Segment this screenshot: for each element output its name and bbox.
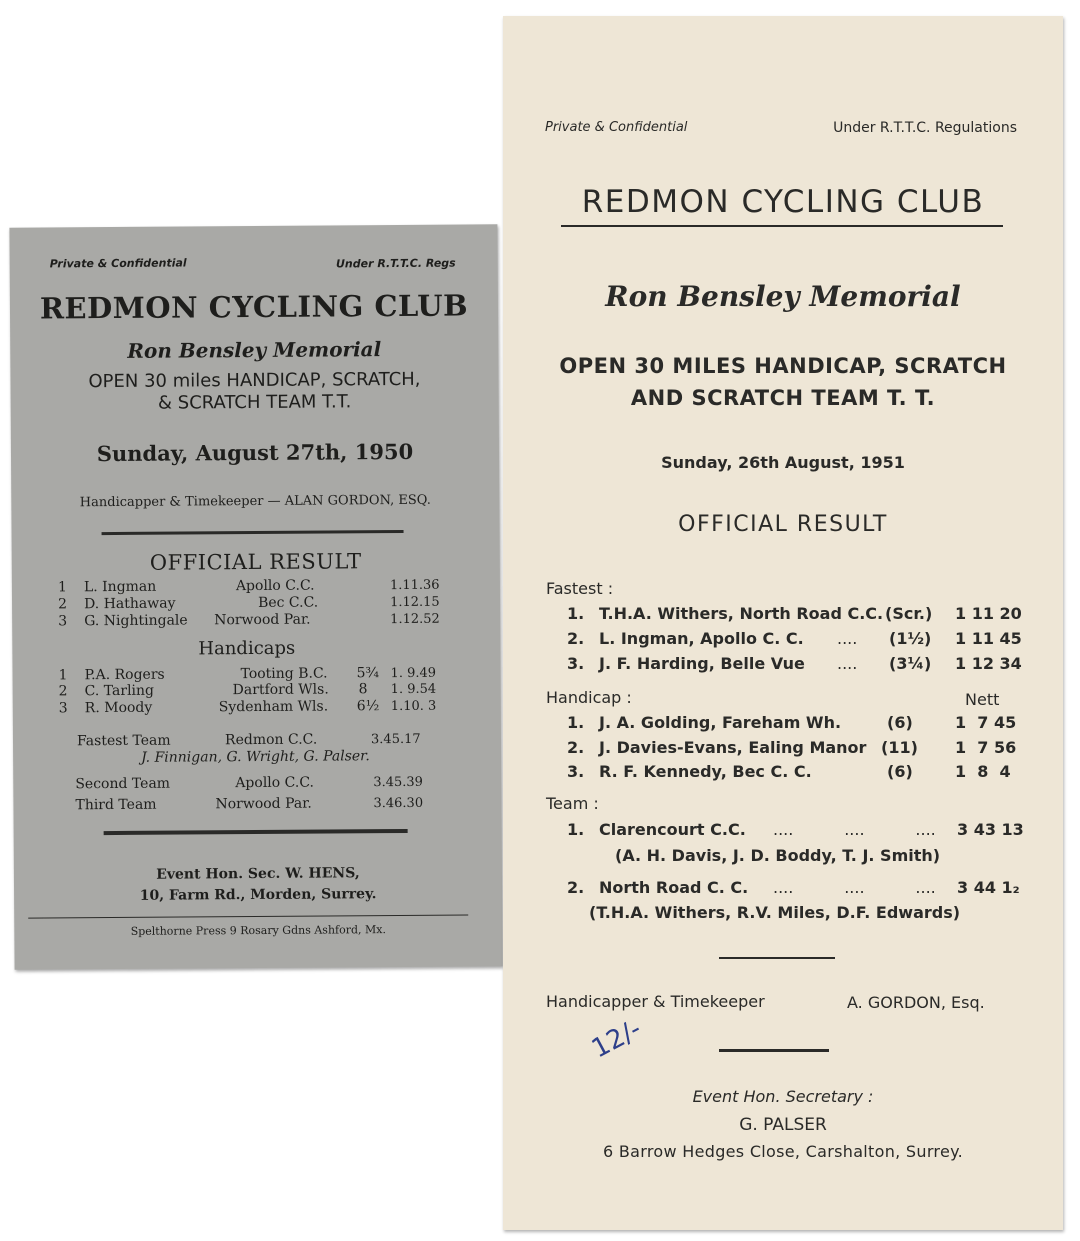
handicapper-name: A. GORDON, Esq. bbox=[847, 993, 985, 1012]
list-item: 2 bbox=[58, 683, 68, 700]
rider-time: 1. 9.54 bbox=[390, 681, 437, 698]
team-members: (T.H.A. Withers, R.V. Miles, D.F. Edwards) bbox=[589, 903, 961, 922]
secretary-address: 6 Barrow Hedges Close, Carshalton, Surrey. bbox=[603, 1142, 963, 1161]
list-item: 2. bbox=[567, 738, 585, 757]
rider-handicap: 6½ bbox=[356, 698, 380, 715]
rider-club: Sydenham Wls. bbox=[218, 698, 329, 716]
rider-handicap: (6) bbox=[887, 762, 913, 781]
list-item: 3. bbox=[567, 654, 585, 673]
leader-dots: .... .... .... bbox=[773, 878, 936, 897]
rider-name: L. Ingman bbox=[83, 578, 157, 596]
list-item: 2. bbox=[567, 629, 585, 648]
handwritten-price: 12/- bbox=[587, 1013, 647, 1065]
event-line-2: AND SCRATCH TEAM T. T. bbox=[630, 386, 936, 410]
team-time: 3.46.30 bbox=[373, 795, 424, 812]
team-club: Redmon C.C. bbox=[224, 731, 318, 749]
handicapper-line: Handicapper & Timekeeper — ALAN GORDON, ESQ. bbox=[79, 492, 431, 511]
rider-time: 1 8 4 bbox=[955, 762, 1011, 781]
secretary-line-2: 10, Farm Rd., Morden, Surrey. bbox=[139, 886, 377, 904]
divider bbox=[104, 829, 408, 835]
list-item: 1 bbox=[58, 667, 68, 684]
event-date: Sunday, 26th August, 1951 bbox=[661, 453, 905, 472]
confidential-note: Private & Confidential bbox=[545, 120, 688, 135]
list-item: 3 bbox=[58, 613, 68, 630]
rider-name: G. Nightingale bbox=[84, 612, 188, 630]
leader-dots: .... bbox=[837, 654, 858, 673]
rider-club: Norwood Par. bbox=[214, 611, 311, 629]
rider-time: 1.12.15 bbox=[389, 594, 440, 611]
handicaps-heading: Handicaps bbox=[198, 637, 296, 660]
event-date: Sunday, August 27th, 1950 bbox=[96, 438, 414, 467]
list-item: 2. bbox=[567, 878, 585, 897]
event-line-1: OPEN 30 miles HANDICAP, SCRATCH, bbox=[88, 368, 421, 393]
rules-note: Under R.T.T.C. Regulations bbox=[833, 120, 1017, 136]
handicapper-label: Handicapper & Timekeeper bbox=[546, 992, 765, 1011]
printer-line: Spelthorne Press 9 Rosary Gdns Ashford, Mx. bbox=[130, 923, 387, 938]
list-item: 1 bbox=[57, 579, 67, 596]
team-label: Second Team bbox=[75, 775, 171, 793]
rider-name: J. F. Harding, Belle Vue bbox=[599, 654, 805, 673]
list-item: 3. bbox=[567, 762, 585, 781]
team-club: Apollo C.C. bbox=[235, 774, 315, 792]
result-card-1950 bbox=[9, 224, 502, 969]
rider-time: 1.11.36 bbox=[389, 577, 440, 594]
leader-dots: .... .... .... bbox=[773, 820, 936, 839]
memorial-title: Ron Bensley Memorial bbox=[605, 280, 961, 313]
rider-handicap: 5¾ bbox=[356, 665, 380, 682]
rider-handicap: 8 bbox=[358, 681, 368, 698]
nett-heading: Nett bbox=[965, 690, 1000, 709]
rider-name: J. A. Golding, Fareham Wh. bbox=[599, 713, 842, 732]
rider-handicap: (Scr.) bbox=[885, 604, 933, 623]
list-item: 1. bbox=[567, 604, 585, 623]
team-club: Clarencourt C.C. bbox=[599, 820, 746, 839]
team-club: Norwood Par. bbox=[215, 795, 312, 813]
rider-handicap: (1½) bbox=[889, 629, 932, 648]
rider-name: C. Tarling bbox=[84, 682, 155, 700]
event-line-2: & SCRATCH TEAM T.T. bbox=[157, 391, 352, 414]
divider bbox=[719, 957, 835, 959]
rider-handicap: (3¼) bbox=[889, 654, 932, 673]
team-club: North Road C. C. bbox=[599, 878, 749, 897]
rider-time: 1. 9.49 bbox=[390, 665, 437, 682]
team-heading: Team : bbox=[546, 794, 599, 813]
rider-handicap: (11) bbox=[881, 738, 918, 757]
secretary-line-1: Event Hon. Sec. W. HENS, bbox=[156, 865, 360, 883]
rider-name: T.H.A. Withers, North Road C.C. bbox=[599, 604, 884, 623]
rider-club: Tooting B.C. bbox=[240, 665, 328, 683]
rider-club: Apollo C.C. bbox=[235, 577, 315, 595]
fastest-heading: Fastest : bbox=[546, 579, 614, 598]
rider-club: Bec C.C. bbox=[257, 594, 319, 611]
rider-name: L. Ingman, Apollo C. C. bbox=[599, 629, 804, 648]
list-item: 2 bbox=[57, 596, 68, 613]
rider-time: 1 11 45 bbox=[955, 629, 1022, 648]
secretary-label: Event Hon. Secretary : bbox=[692, 1087, 874, 1106]
team-members: J. Finnigan, G. Wright, G. Palser. bbox=[141, 748, 370, 766]
result-card-1951 bbox=[503, 16, 1063, 1230]
team-time: 3.45.17 bbox=[370, 731, 421, 748]
result-title: OFFICIAL RESULT bbox=[149, 549, 362, 575]
rules-note: Under R.T.T.C. Regs bbox=[335, 256, 456, 271]
handicap-heading: Handicap : bbox=[546, 688, 632, 707]
team-time: 3 44 1₂ bbox=[957, 878, 1020, 897]
list-item: 3 bbox=[58, 700, 68, 717]
rider-name: P.A. Rogers bbox=[84, 666, 165, 684]
divider bbox=[102, 530, 404, 535]
memorial-title: Ron Bensley Memorial bbox=[127, 337, 382, 363]
rider-time: 1.12.52 bbox=[390, 611, 440, 628]
rider-club: Dartford Wls. bbox=[232, 681, 329, 699]
team-time: 3.45.39 bbox=[373, 774, 423, 791]
team-time: 3 43 13 bbox=[957, 820, 1024, 839]
list-item: 1. bbox=[567, 820, 585, 839]
club-title: REDMON CYCLING CLUB bbox=[39, 288, 469, 326]
rider-handicap: (6) bbox=[887, 713, 913, 732]
rider-time: 1 12 34 bbox=[955, 654, 1022, 673]
team-label: Third Team bbox=[75, 796, 157, 814]
divider bbox=[28, 915, 468, 919]
result-title: OFFICIAL RESULT bbox=[678, 512, 888, 537]
list-item: 1. bbox=[567, 713, 585, 732]
rider-name: D. Hathaway bbox=[83, 595, 176, 613]
rider-time: 1 11 20 bbox=[955, 604, 1022, 623]
rider-name: J. Davies-Evans, Ealing Manor bbox=[599, 738, 867, 757]
team-members: (A. H. Davis, J. D. Boddy, T. J. Smith) bbox=[615, 846, 941, 865]
team-label: Fastest Team bbox=[76, 732, 171, 750]
rider-name: R. F. Kennedy, Bec C. C. bbox=[599, 762, 812, 781]
confidential-note: Private & Confidential bbox=[49, 256, 187, 271]
rider-time: 1 7 56 bbox=[955, 738, 1017, 757]
club-title: REDMON CYCLING CLUB bbox=[581, 184, 985, 220]
divider bbox=[719, 1049, 829, 1052]
rider-time: 1.10. 3 bbox=[390, 698, 437, 715]
rider-name: R. Moody bbox=[84, 699, 153, 717]
leader-dots: .... bbox=[837, 629, 858, 648]
event-line-1: OPEN 30 MILES HANDICAP, SCRATCH bbox=[559, 354, 1007, 378]
divider bbox=[561, 225, 1003, 227]
rider-time: 1 7 45 bbox=[955, 713, 1017, 732]
secretary-name: G. PALSER bbox=[739, 1115, 827, 1135]
